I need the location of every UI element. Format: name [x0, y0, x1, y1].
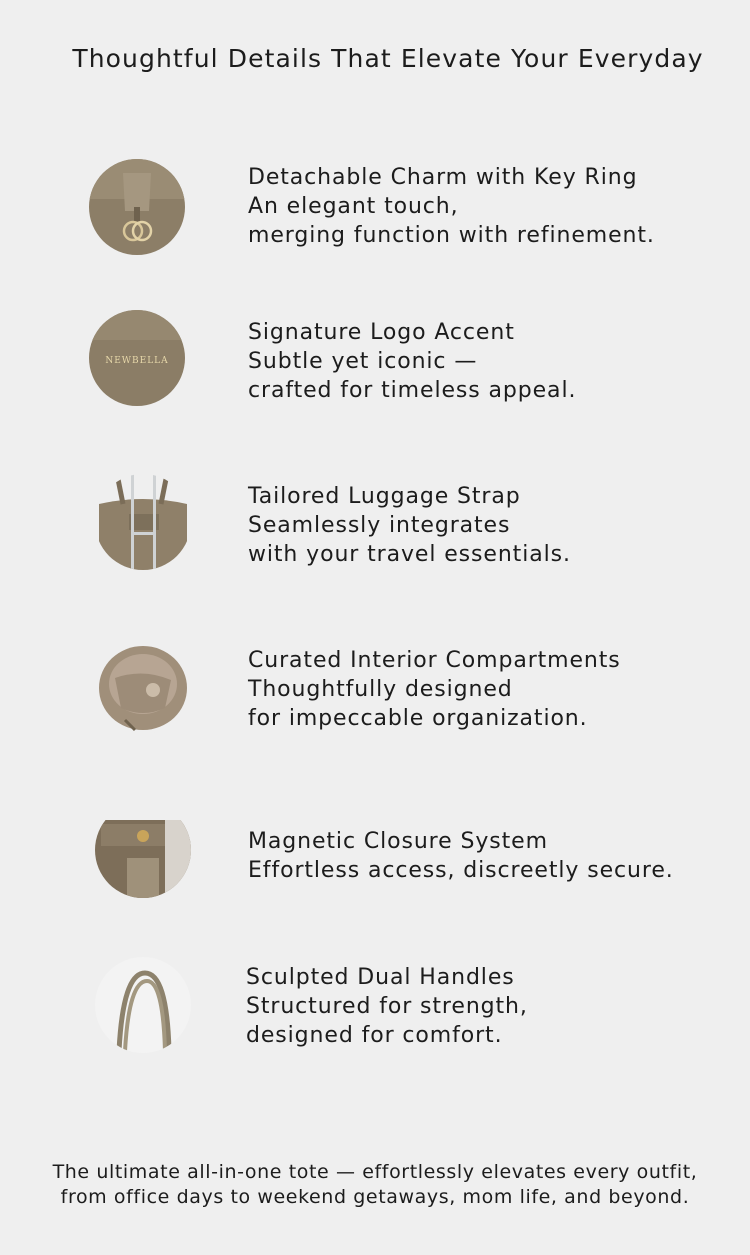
- key-ring-charm-icon: [89, 159, 185, 255]
- interior-compartment-icon: [95, 638, 191, 734]
- feature-line: for impeccable organization.: [248, 706, 588, 731]
- page-title: Thoughtful Details That Elevate Your Everyday: [72, 44, 704, 73]
- feature-line: An elegant touch,: [248, 194, 459, 219]
- feature-item-strap: [0, 470, 750, 580]
- footer-line: The ultimate all-in-one tote — effortlessly elevates every outfit,: [52, 1161, 698, 1183]
- feature-line: Subtle yet iconic —: [248, 349, 478, 374]
- feature-title: Magnetic Closure System: [248, 829, 548, 854]
- feature-item-closure: [0, 800, 750, 910]
- feature-line: designed for comfort.: [246, 1023, 503, 1048]
- magnetic-closure-icon: [95, 802, 191, 898]
- feature-title: Detachable Charm with Key Ring: [248, 165, 638, 190]
- feature-title: Curated Interior Compartments: [248, 648, 621, 673]
- footer-tagline: [0, 1160, 750, 1210]
- feature-line: Seamlessly integrates: [248, 513, 511, 538]
- luggage-strap-icon: [95, 474, 191, 570]
- logo-text: NEWBELLA: [105, 356, 169, 366]
- feature-title: Sculpted Dual Handles: [246, 965, 515, 990]
- feature-item-handles: [0, 955, 750, 1065]
- footer-line: from office days to weekend getaways, mom life, and beyond.: [60, 1186, 690, 1208]
- feature-line: Structured for strength,: [246, 994, 528, 1019]
- dual-handles-icon: [95, 957, 191, 1053]
- feature-title: Signature Logo Accent: [248, 320, 515, 345]
- logo-plate-icon: [89, 310, 185, 406]
- feature-item-interior: [0, 636, 750, 746]
- feature-line: merging function with refinement.: [248, 223, 655, 248]
- feature-line: with your travel essentials.: [248, 542, 571, 567]
- feature-line: Effortless access, discreetly secure.: [248, 858, 674, 883]
- feature-item-logo: [0, 308, 750, 418]
- feature-line: Thoughtfully designed: [248, 677, 513, 702]
- feature-title: Tailored Luggage Strap: [248, 484, 521, 509]
- feature-item-charm: [0, 155, 750, 265]
- feature-line: crafted for timeless appeal.: [248, 378, 577, 403]
